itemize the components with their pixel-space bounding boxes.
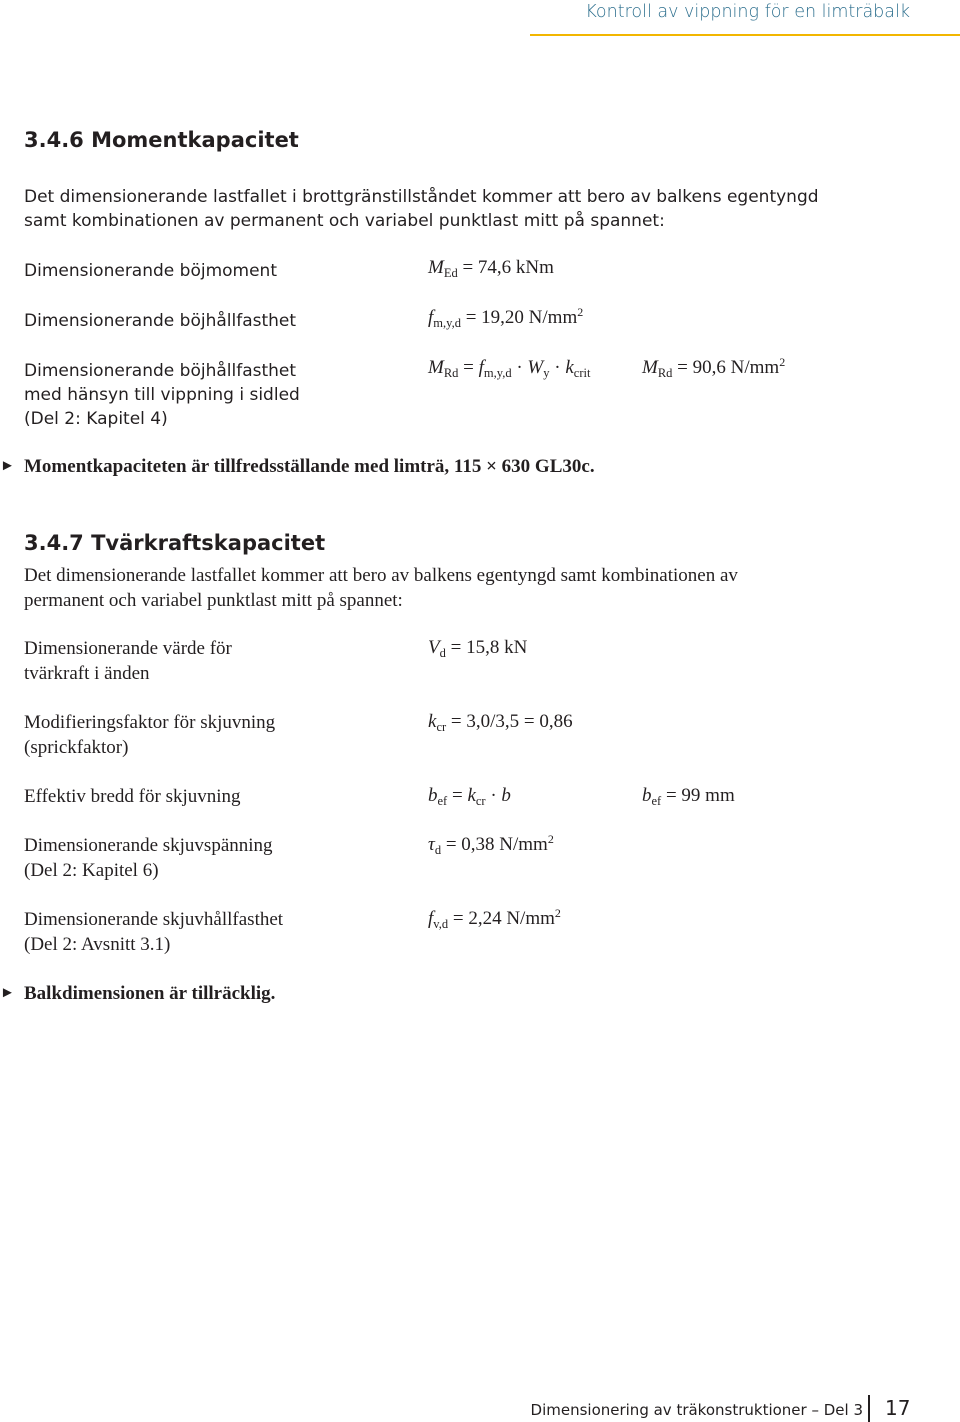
formula-v-d: $V_d = 15,8$ kN	[428, 637, 528, 660]
formula-tau-d: $\tau_d = 0,38$ $N/mm^2$	[428, 832, 554, 857]
section1-intro-line2: samt kombinationen av permanent och variabel punktlast mitt på spannet:	[24, 211, 665, 231]
footer-rule	[868, 1395, 870, 1422]
label-crack-line2: (sprickfaktor)	[24, 737, 129, 758]
formula-m-rd-result: $M_{Rd} = 90,6$ $N/mm^2$	[642, 355, 786, 380]
conclusion-shear: Balkdimensionen är tillräcklig.	[24, 983, 276, 1004]
label-capacity-line1: Dimensionerande böjhållfasthet	[24, 361, 297, 381]
section-heading-tvarkraftskapacitet: 3.4.7 Tvärkraftskapacitet	[24, 531, 326, 555]
label-crack-line1: Modifieringsfaktor för skjuvning	[24, 712, 276, 733]
page-number: 17	[885, 1396, 911, 1420]
label-bojmoment: Dimensionerande böjmoment	[24, 261, 277, 281]
section2-intro-line1: Det dimensionerande lastfallet kommer att bero av balkens egentyngd samt kombinationen av	[24, 565, 738, 586]
section1-intro-line1: Det dimensionerande lastfallet i brottgränstillståndet kommer att bero av balkens egentyngd	[24, 187, 819, 207]
formula-m-ed: $M_{Ed} = 74,6$ kNm	[428, 257, 554, 280]
conclusion-moment: Momentkapaciteten är tillfredsställande med limträ, 115 × 630 GL30c.	[24, 456, 595, 477]
label-capacity-line3: (Del 2: Kapitel 4)	[24, 409, 168, 429]
formula-m-rd-expression: $M_{Rd} = f_{m,y,d} \cdot W_y \cdot k_{crit}$	[428, 357, 591, 380]
label-capacity-line2: med hänsyn till vippning i sidled	[24, 385, 300, 405]
section2-intro-line2: permanent och variabel punktlast mitt på spannet:	[24, 590, 403, 611]
formula-k-cr: $k_{cr} = 3,0/3,5 = 0,86$	[428, 711, 573, 734]
formula-f-vd: $f_{v,d} = 2,24$ $N/mm^2$	[428, 906, 561, 931]
footer-title: Dimensionering av träkonstruktioner – Del 3	[530, 1401, 863, 1419]
section-heading-momentkapacitet: 3.4.6 Momentkapacitet	[24, 128, 299, 152]
label-shear-stress-line1: Dimensionerande skjuvspänning	[24, 835, 273, 856]
label-effective-width: Effektiv bredd för skjuvning	[24, 786, 241, 807]
header-rule	[530, 34, 960, 36]
running-header: Kontroll av vippning för en limträbalk	[585, 2, 910, 22]
label-shear-force-line1: Dimensionerande värde för	[24, 638, 232, 659]
formula-f-myd: $f_{m,y,d} = 19,20$ $N/mm^2$	[428, 305, 584, 330]
formula-b-ef-result: $b_{ef} = 99$ mm	[642, 785, 735, 808]
label-shear-strength-line2: (Del 2: Avsnitt 3.1)	[24, 934, 171, 955]
label-shear-stress-line2: (Del 2: Kapitel 6)	[24, 860, 159, 881]
label-bojhallfasthet: Dimensionerande böjhållfasthet	[24, 311, 297, 331]
bullet-arrow-icon: ►	[0, 985, 15, 1001]
formula-b-ef-expression: $b_{ef} = k_{cr} \cdot b$	[428, 785, 511, 808]
label-shear-strength-line1: Dimensionerande skjuvhållfasthet	[24, 909, 284, 930]
bullet-arrow-icon: ►	[0, 458, 15, 474]
label-shear-force-line2: tvärkraft i änden	[24, 663, 150, 684]
